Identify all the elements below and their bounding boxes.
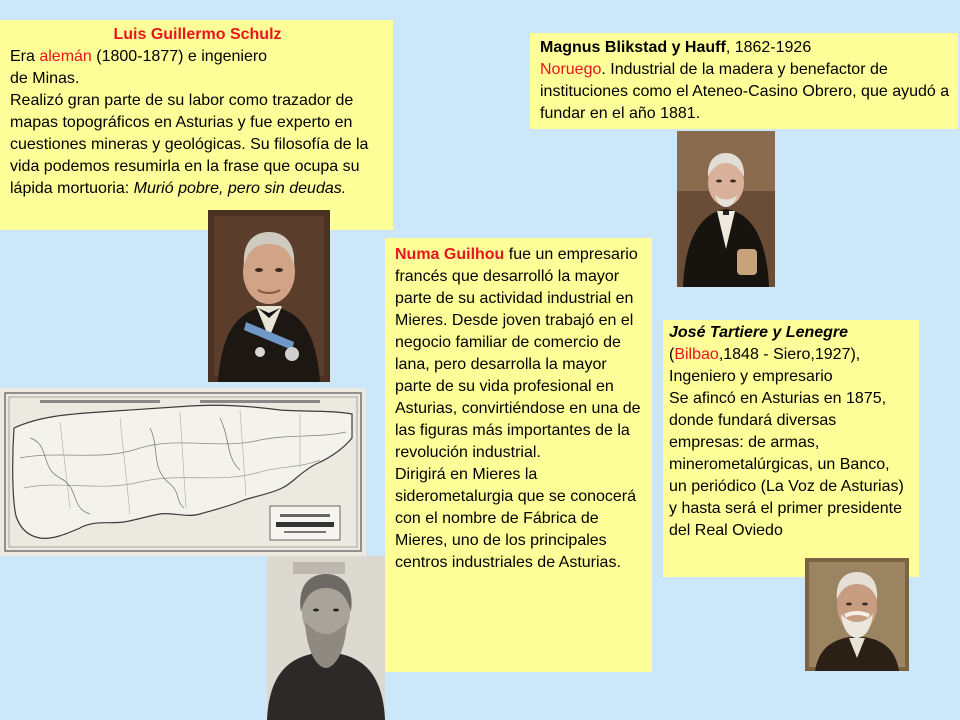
schulz-line1-pre: Era [10,48,40,65]
guilhou-name: Numa Guilhou [395,246,505,263]
tartiere-dates: ,1848 - Siero,1927), [718,346,861,363]
guilhou-body1: fue un empresario francés que desarrolló la mayor parte de su actividad industrial en Mieres. Desde joven trabajó en el negocio familiar de comercio de lana, pero desarrolla la mayor parte de su vida profesional en Asturias, convirtiéndose en una de las figuras más importantes de la revolución industrial. [395,246,641,461]
schulz-body: Realizó gran parte de su labor como trazador de mapas topográficos en Asturias y fue experto en cuestiones mineras y geológicas. Su filosofía de la vida podemos resumirla en la frase que ocupa su lápida mortuoria: [10,92,369,197]
tartiere-body: Se afincó en Asturias en 1875, donde fundará diversas empresas: de armas, minerometalúrgicas, un Banco, un periódico (La Voz de Asturias) y hasta será el primer presidente del Real Oviedo [669,390,904,539]
tartiere-open-paren: ( [669,346,675,363]
guilhou-body2: Dirigirá en Mieres la siderometalurgia que se conocerá con el nombre de Fábrica de Mieres, uno de los principales centros industriales de Asturias. [395,466,637,571]
tartiere-name: José Tartiere y Lenegre [669,324,849,341]
blikstad-portrait [677,131,775,287]
tartiere-bio-box [663,320,919,577]
asturias-map-image [0,388,366,556]
tartiere-portrait [805,558,909,671]
blikstad-bio-box [530,33,958,129]
schulz-nationality: alemán [39,48,92,65]
schulz-quote: Murió pobre, pero sin deudas. [133,180,347,197]
schulz-portrait [208,210,330,382]
guilhou-portrait [267,556,385,720]
blikstad-nationality: Noruego [540,61,602,78]
blikstad-body: . Industrial de la madera y benefactor de instituciones como el Ateneo-Casino Obrero, que ayudó a fundar en el año 1881. [540,61,950,122]
guilhou-bio-box [385,238,652,672]
tartiere-birthplace: Bilbao [674,346,719,363]
schulz-line2: de Minas. [10,70,80,87]
blikstad-dates: , 1862-1926 [725,39,812,56]
schulz-line1-post: (1800-1877) e ingeniero [91,48,268,65]
blikstad-name: Magnus Blikstad y Hauff [540,39,726,56]
schulz-bio-box [0,20,393,230]
tartiere-profession: Ingeniero y empresario [669,368,833,385]
schulz-name: Luis Guillermo Schulz [113,26,282,43]
